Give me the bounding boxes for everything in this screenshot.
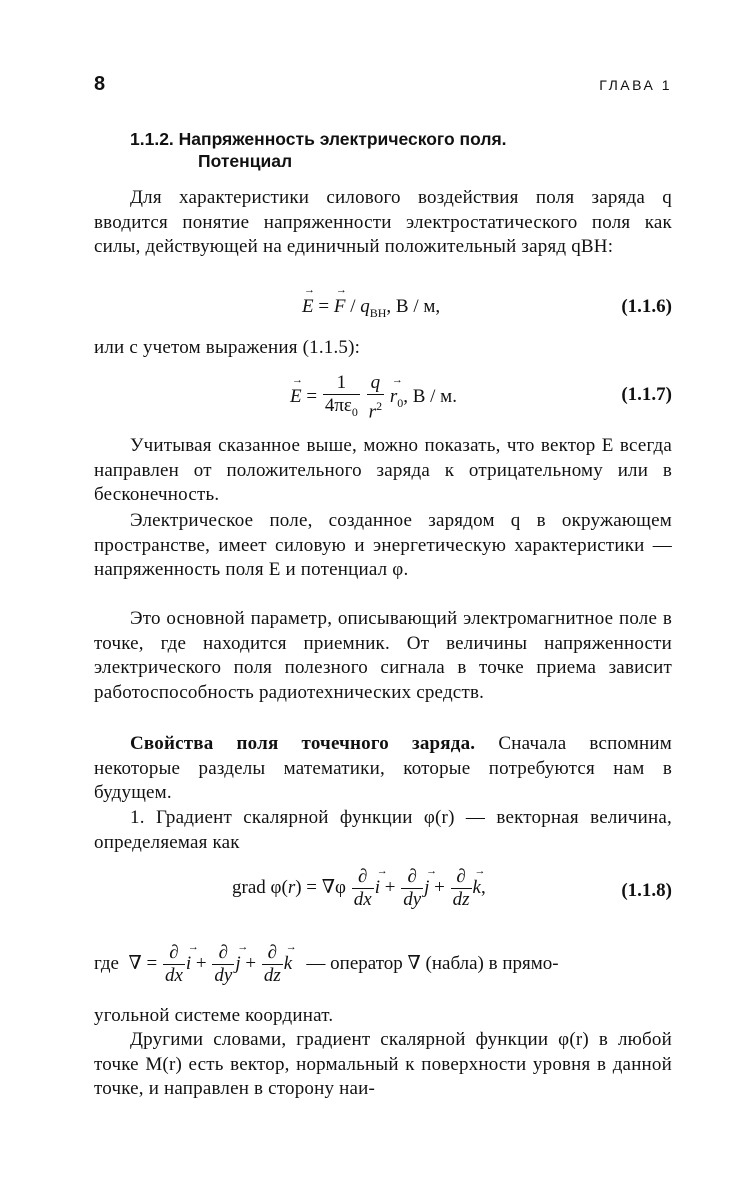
equation-number: (1.1.8) xyxy=(621,880,672,901)
section-title-line2: Потенциал xyxy=(198,151,293,171)
paragraph-10: Другими словами, градиент скалярной функции φ(r) в любой точке M(r) есть вектор, нормальный к поверхности уровня в данной точке, и направлен в сторону наи- xyxy=(94,1029,672,1099)
paragraph-4: Электрическое поле, созданное зарядом q в окружающем пространстве, имеет силовую и энергетическую характеристики — напряженность поля E и потенциал φ. xyxy=(94,510,672,580)
paragraph-3: Учитывая сказанное выше, можно показать, что вектор E всегда направлен от положительного заряда к отрицательному или в бесконечность. xyxy=(94,435,672,505)
paragraph-6-text: Сначала вспомним некоторые разделы математики, которые потребуются нам в будущем. xyxy=(94,733,673,803)
paragraph-7: 1. Градиент скалярной функции φ(r) — векторная величина, определяемая как xyxy=(94,807,672,853)
equation-expression: → E = → F / $q_{ВН}$, В / м, xyxy=(302,296,440,321)
fraction: $\frac{\partial}{dz}$ xyxy=(263,942,281,986)
section-heading xyxy=(130,128,670,172)
nabla-lead-word: где xyxy=(94,952,119,974)
page-number: 8 xyxy=(94,73,106,95)
fraction: $\frac{\partial}{dy}$ xyxy=(403,866,422,910)
equation-unit: , В / м, xyxy=(386,296,441,317)
equation-unit: , В / м. xyxy=(403,386,457,408)
equation-expression: → E = $\frac{1}{4\pi\varepsilon_0}$ $\frac{q}{r^2}$ → $r_0$, В / м. xyxy=(290,372,457,423)
fraction: $\frac{1}{4\pi\varepsilon_0}$ xyxy=(324,372,358,420)
nabla-tail-text: — оператор ∇ (набла) в прямо- xyxy=(306,952,559,974)
section-title-line1: 1.1.2. Напряженность электрического поля. xyxy=(130,129,507,149)
page-header xyxy=(94,73,672,97)
paragraph-6-bold-lead: Свойства поля точечного заряда. xyxy=(130,733,476,754)
chapter-label: ГЛАВА 1 xyxy=(599,77,672,93)
paragraph-9: угольной системе координат. xyxy=(94,1005,334,1026)
fraction: $\frac{\partial}{dy}$ xyxy=(214,942,233,986)
equation-number: (1.1.7) xyxy=(621,384,672,405)
fraction: $\frac{\partial}{dz}$ xyxy=(452,866,470,910)
fraction: $\frac{q}{r^2}$ xyxy=(368,372,383,423)
fraction: $\frac{\partial}{dx}$ xyxy=(353,866,372,910)
fraction: $\frac{\partial}{dx}$ xyxy=(164,942,183,986)
paragraph-5: Это основной параметр, описывающий электромагнитное поле в точке, где находится приемник. От величины напряженности электрического поля полезного сигнала в точке приема зависит работоспособность радиотехнических средств. xyxy=(94,608,672,703)
paragraph-2: или с учетом выражения (1.1.5): xyxy=(94,337,361,358)
paragraph-6 xyxy=(94,732,672,806)
nabla-expression: где ∇ = $\frac{\partial}{dx}$ → i + $\frac{\partial}{dy}$ → j + $\frac{\partial}{dz}$ → k — оператор ∇ (набла) в прямо- xyxy=(94,942,559,987)
equation-expression: grad φ(r) = ∇φ $\frac{\partial}{dx}$ → i + $\frac{\partial}{dy}$ → j + $\frac{\partial}{dz}$ → k, xyxy=(232,866,486,911)
paragraph-1: Для характеристики силового воздействия поля заряда q вводится понятие напряженности электростатического поля как силы, действующей на единичный положительный заряд qВН: xyxy=(94,187,672,257)
equation-number: (1.1.6) xyxy=(621,296,672,317)
